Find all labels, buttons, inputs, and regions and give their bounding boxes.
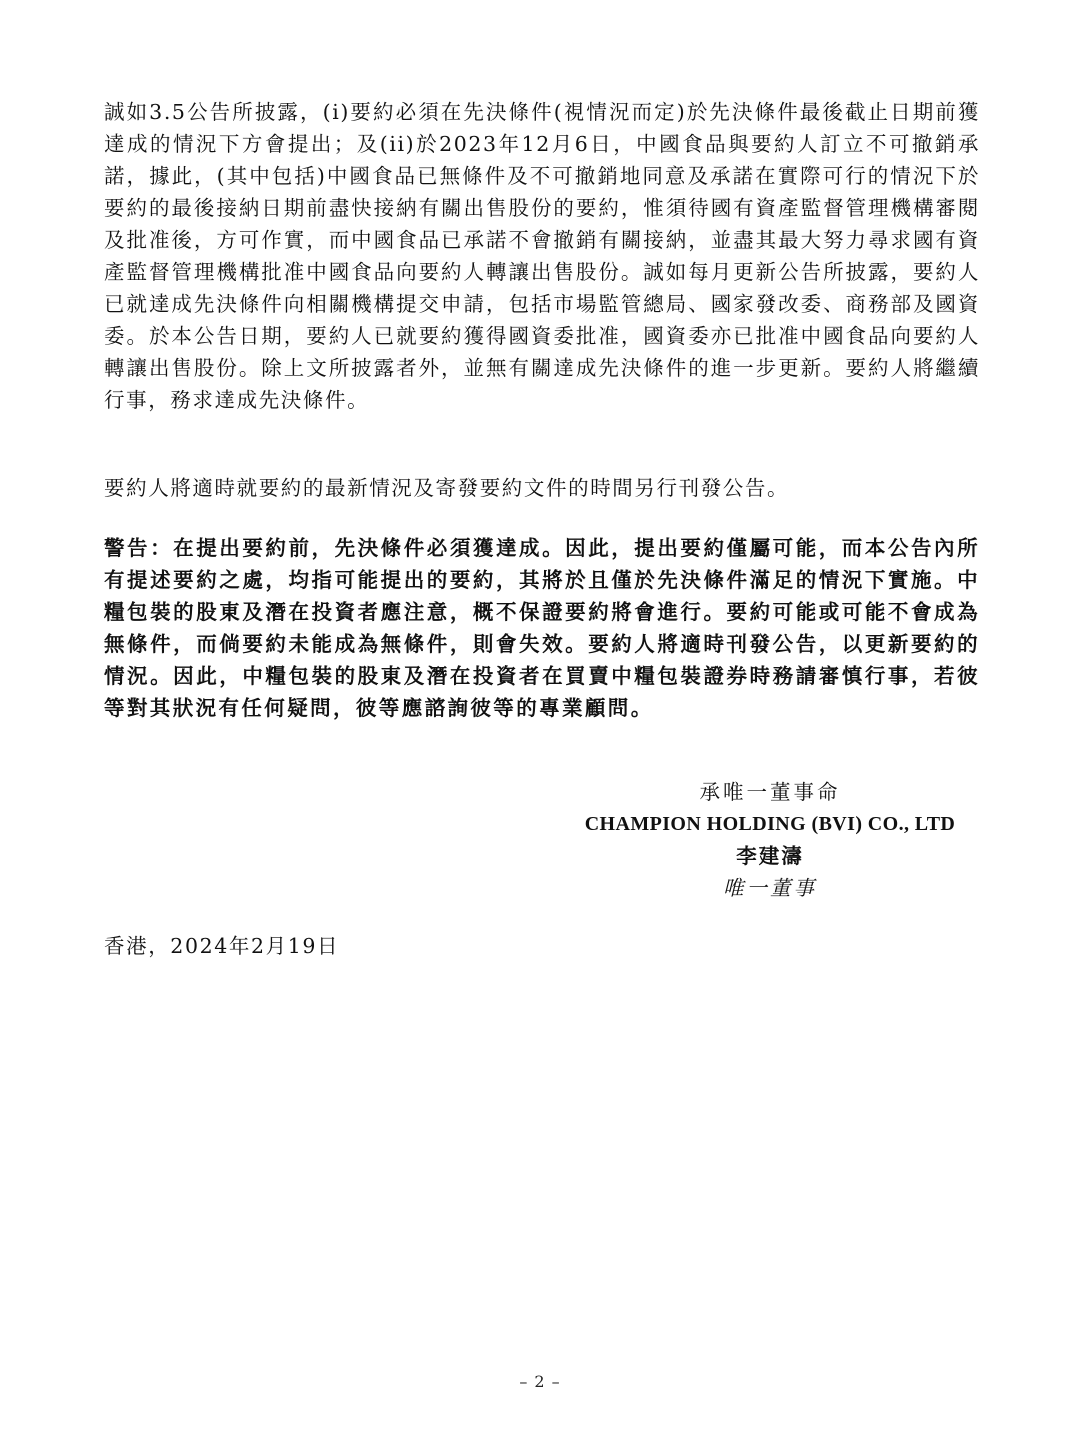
warning-paragraph: 警告：在提出要約前，先決條件必須獲達成。因此，提出要約僅屬可能，而本公告內所有提述要約之處，均指可能提出的要約，其將於且僅於先決條件滿足的情況下實施。中糧包裝的股東及潛在投資者應注意，概不保證要約將會進行。要約可能或可能不會成為無條件，而倘要約未能成為無條件，則會失效。要約人將適時刊發公告，以更新要約的情況。因此，中糧包裝的股東及潛在投資者在買賣中糧包裝證券時務請審慎行事，若彼等對其狀況有任何疑問，彼等應諮詢彼等的專業顧問。 — [104, 536, 980, 720]
signature-title: 唯一董事 — [723, 876, 817, 900]
signature-company: CHAMPION HOLDING (BVI) CO., LTD — [584, 813, 956, 835]
dateline: 香港，2024年2月19日 — [104, 934, 340, 958]
body-paragraph-preconditions: 誠如3.5公告所披露，(i)要約必須在先決條件(視情況而定)於先決條件最後截止日期前獲達成的情況下方會提出；及(ii)於2023年12月6日，中國食品與要約人訂立不可撤銷承諾，據此，(其中包括)中國食品已無條件及不可撤銷地同意及承諾在實際可行的情況下於要約的最後接納日期前盡快接納有關出售股份的要約，惟須待國有資產監督管理機構審閱及批准後，方可作實，而中國食品已承諾不會撤銷有關接納，並盡其最大努力尋求國有資產監督管理機構批准中國食品向要約人轉讓出售股份。誠如每月更新公告所披露，要約人已就達成先決條件向相關機構提交申請，包括市場監管總局、國家發改委、商務部及國資委。於本公告日期，要約人已就要約獲得國資委批准，國資委亦已批准中國食品向要約人轉讓出售股份。除上文所披露者外，並無有關達成先決條件的進一步更新。要約人將繼續行事，務求達成先決條件。 — [104, 100, 980, 412]
signature-name: 李建濤 — [736, 844, 804, 868]
page-number: – 2 – — [519, 1372, 561, 1391]
signature-block — [560, 776, 980, 904]
signature-intro: 承唯一董事命 — [699, 780, 841, 804]
body-paragraph-further-announcement: 要約人將適時就要約的最新情況及寄發要約文件的時間另行刊發公告。 — [104, 476, 790, 500]
